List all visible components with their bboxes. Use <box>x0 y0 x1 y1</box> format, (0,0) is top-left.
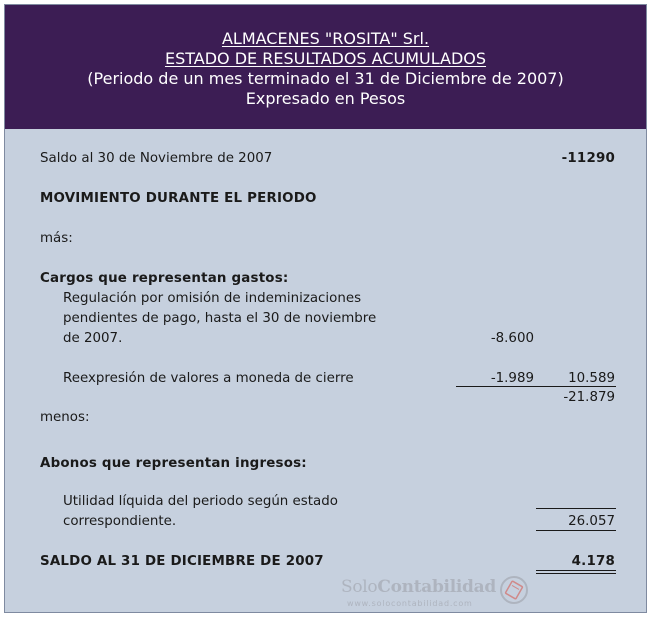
opening-balance-value: -11290 <box>561 151 615 166</box>
charge-1-value: -8.600 <box>490 331 534 346</box>
charges-total-value: 10.589 <box>568 371 615 386</box>
credit-1-line-2: correspondiente. <box>63 514 177 529</box>
closing-rule-2 <box>536 573 616 574</box>
credit-1-value: 26.057 <box>568 514 615 529</box>
credit-1-total-rule <box>536 530 616 531</box>
subtotal-value: -21.879 <box>563 390 615 405</box>
credit-1-line-1: Utilidad líquida del periodo según estado <box>63 494 338 509</box>
calculator-logo-icon <box>499 575 529 605</box>
charge-1-line-2: pendientes de pago, hasta el 30 de noviembre <box>63 311 377 326</box>
statement-title: ESTADO DE RESULTADOS ACUMULADOS <box>164 49 487 68</box>
statement-panel <box>4 4 647 613</box>
credit-1-top-rule <box>536 508 616 509</box>
statement-period: (Periodo de un mes terminado el 31 de Diciembre de 2007) <box>87 69 564 88</box>
opening-balance-label: Saldo al 30 de Noviembre de 2007 <box>40 151 273 166</box>
closing-rule-1 <box>536 570 616 571</box>
company-name: ALMACENES "ROSITA" Srl. <box>221 29 430 48</box>
credits-heading: Abonos que representan ingresos: <box>40 456 307 471</box>
charge-1-line-3: de 2007. <box>63 331 123 346</box>
closing-balance-label: SALDO AL 31 DE DICIEMBRE DE 2007 <box>40 554 324 569</box>
statement-header <box>5 5 646 129</box>
watermark <box>341 577 531 613</box>
charge-1-line-1: Regulación por omisión de indeminizaciones <box>63 291 362 306</box>
plus-label: más: <box>40 231 73 246</box>
watermark-brand: SoloContabilidad <box>341 577 496 597</box>
movement-heading: MOVIMIENTO DURANTE EL PERIODO <box>40 191 317 206</box>
closing-balance-value: 4.178 <box>571 554 615 569</box>
charges-total-rule <box>456 386 616 387</box>
charge-2-value: -1.989 <box>490 371 534 386</box>
minus-label: menos: <box>40 410 90 425</box>
charge-2-label: Reexpresión de valores a moneda de cierre <box>63 371 354 386</box>
charges-heading: Cargos que representan gastos: <box>40 271 289 286</box>
statement-currency: Expresado en Pesos <box>245 89 406 108</box>
watermark-url: www.solocontabilidad.com <box>347 599 473 608</box>
